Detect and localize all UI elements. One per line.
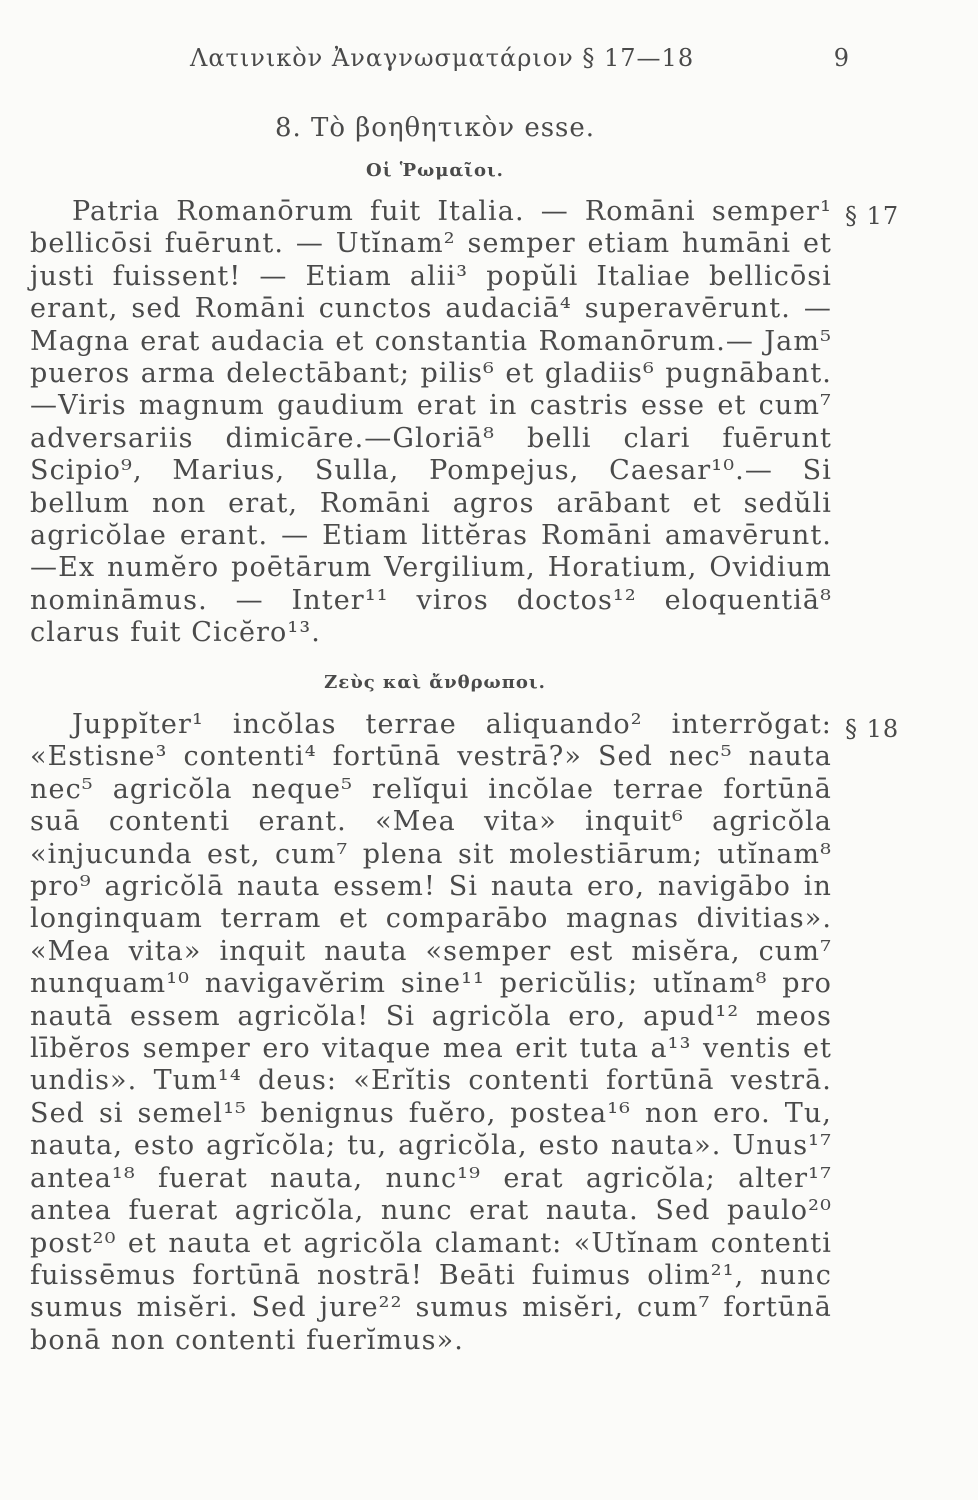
paragraph: Juppĭter¹ incŏlas terrae aliquando² interrŏgat: «Estisne³ contenti⁴ fortūnā vestrā?» Sed nec⁵ nauta nec⁵ agricŏla neque⁵ relĭqui incŏlae terrae fortūnā suā contenti erant. «Mea vita» inquit⁶ agricŏla «injucunda est, cum⁷ plena sit molestiārum; utĭnam⁸ pro⁹ agricŏlā nauta essem! Si nauta ero, navigābo in longinquam terram et comparābo magnas divitias». «Mea vita» inquit nauta «semper est misĕra, cum⁷ nunquam¹⁰ navigavĕrim sine¹¹ pericŭlis; utĭnam⁸ pro nautā essem agricŏla! Si agricŏla ero, apud¹² meos lībĕros semper ero vitaque mea erit tuta a¹³ ventis et undis». Tum¹⁴ deus: «Erĭtis contenti fortūnā vestrā. Sed si semel¹⁵ benignus fuĕro, postea¹⁶ non ero. Tu, nauta, esto agrĭcŏla; tu, agricŏla, esto nauta». Unus¹⁷ antea¹⁸ fuerat nauta, nunc¹⁹ erat agricŏla; alter¹⁷ antea fuerat agricŏla, nunc erat nauta. Sed paulo²⁰ post²⁰ et nauta et agricŏla clamant: «Utĭnam contenti fuissēmus fortūnā nostrā! Beāti fuimus olim²¹, nunc sumus misĕri. Sed jure²² sumus misĕri, cum⁷ fortūnā bonā non contenti fuerĭmus». (30, 709, 832, 1356)
running-header (190, 44, 850, 84)
margin-section-ref: § 17 (845, 202, 900, 230)
section-text-romans (30, 196, 832, 650)
page-number: 9 (833, 44, 850, 72)
running-title: Λατινικὸν Ἀναγνωσματάριον § 17—18 (190, 44, 695, 72)
section-text-zeus (30, 709, 832, 1357)
paragraph: Patria Romanōrum fuit Italia. — Romāni semper¹ bellicōsi fuērunt. — Utĭnam² semper etiam humāni et justi fuissent! — Etiam alii³ popŭli Italiae bellicōsi erant, sed Romāni cunctos audaciā⁴ superavērunt. —Magna erat audacia et constantia Romanōrum.— Jam⁵ pueros arma delectābant; pilis⁶ et gladiis⁶ pugnābant.—Viris magnum gaudium erat in castris esse et cum⁷ adversariis dimicāre.—Gloriā⁸ belli clari fuērunt Scipio⁹, Marius, Sulla, Pompejus, Caesar¹⁰.— Si bellum non erat, Romāni agros arābant et sedŭli agricŏlae erant. — Etiam littĕras Romāni amavērunt. —Ex numĕro poētārum Vergilium, Horatium, Ovidium nomināmus. — Inter¹¹ viros doctos¹² eloquentiā⁸ clarus fuit Cicĕro¹³. (30, 196, 832, 649)
lesson-heading: 8. Τὸ βοηθητικὸν esse. (274, 113, 596, 143)
section-subheading-romans: Οἱ Ῥωμαῖοι. (366, 160, 504, 181)
margin-section-ref: § 18 (845, 715, 900, 743)
section-subheading-zeus: Ζεὺς καὶ ἄνθρωποι. (324, 672, 546, 693)
